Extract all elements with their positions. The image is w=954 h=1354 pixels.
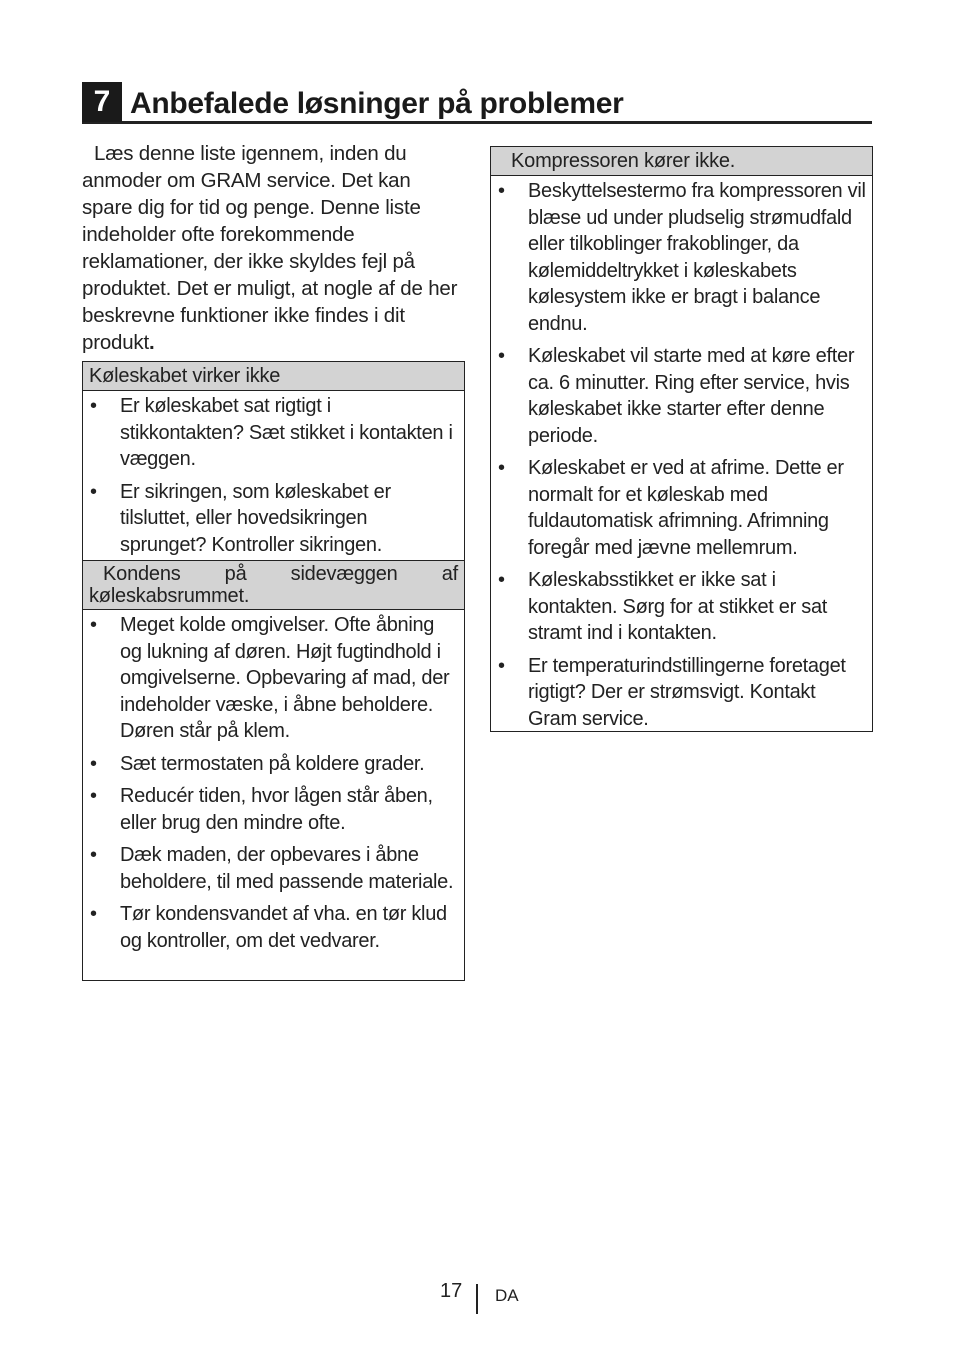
list-item: • Dæk maden, der opbevares i åbne beholdere, til med passende materiale. xyxy=(83,842,464,895)
chapter-heading xyxy=(82,82,872,124)
header-word: af xyxy=(441,563,458,585)
troubleshoot-box-right xyxy=(490,146,873,732)
footer-divider xyxy=(476,1284,478,1314)
page-number: 17 xyxy=(440,1280,463,1302)
list-item: • Køleskabet er ved at afrime. Dette er normalt for et køleskab med fuldautomatisk afrimning. Afrimning foregår med jævne mellemrum. xyxy=(491,455,872,561)
chapter-title: Anbefalede løsninger på problemer xyxy=(130,87,624,120)
section-header-not-working: Køleskabet virker ikke xyxy=(83,362,464,391)
list-item: • Køleskabet vil starte med at køre efter ca. 6 minutter. Ring efter service, hvis køleskabet ikke starter efter denne periode. xyxy=(491,343,872,449)
header-line-1 xyxy=(89,563,458,585)
list-item: • Tør kondensvandet af vha. en tør klud og kontroller, om det vedvarer. xyxy=(83,901,464,954)
section-header-condensation xyxy=(83,560,464,610)
header-line-2: køleskabsrummet. xyxy=(89,585,250,607)
section-header-compressor: Kompressoren kører ikke. xyxy=(491,147,872,176)
list-compressor xyxy=(491,176,872,734)
list-condensation xyxy=(83,610,464,956)
list-item: • Køleskabsstikket er ikke sat i kontakten. Sørg for at stikket er sat stramt ind i kontakten. xyxy=(491,567,872,647)
troubleshoot-box-left xyxy=(82,361,465,981)
list-item: • Reducér tiden, hvor lågen står åben, eller brug den mindre ofte. xyxy=(83,783,464,836)
intro-text: Læs denne liste igennem, inden du anmoder om GRAM service. Det kan spare dig for tid og penge. Denne liste indeholder ofte forekommende reklamationer, der ikke skyldes fejl på produktet. Det er muligt, at nogle af de her beskrevne funktioner ikke findes i dit produkt xyxy=(82,142,458,354)
list-item: • Er temperaturindstillingerne foretaget rigtigt? Der er strømsvigt. Kontakt Gram service. xyxy=(491,653,872,733)
list-item: • Er køleskabet sat rigtigt i stikkontakten? Sæt stikket i kontakten i væggen. xyxy=(83,393,464,473)
list-item: • Er sikringen, som køleskabet er tilsluttet, eller hovedsikringen sprunget? Kontroller sikringen. xyxy=(83,479,464,559)
list-not-working xyxy=(83,391,464,560)
list-item: • Sæt termostaten på koldere grader. xyxy=(83,751,464,778)
header-word: sidevæggen xyxy=(290,563,398,585)
header-word: Kondens xyxy=(103,563,181,585)
list-item: • Meget kolde omgivelser. Ofte åbning og lukning af døren. Højt fugtindhold i omgivelserne. Opbevaring af mad, der indeholder væske, i åbne beholdere. Døren står på klem. xyxy=(83,612,464,745)
language-code: DA xyxy=(495,1286,519,1305)
chapter-number: 7 xyxy=(82,82,122,122)
list-item: • Beskyttelsestermo fra kompressoren vil blæse ud under pludselig strømudfald eller tilkoblinger frakoblinger, da kølemiddeltrykket i køleskabets kølesystem ikke er bragt i balance endnu. xyxy=(491,178,872,337)
intro-end: . xyxy=(148,331,155,354)
intro-paragraph xyxy=(82,140,466,356)
header-word: på xyxy=(224,563,247,585)
